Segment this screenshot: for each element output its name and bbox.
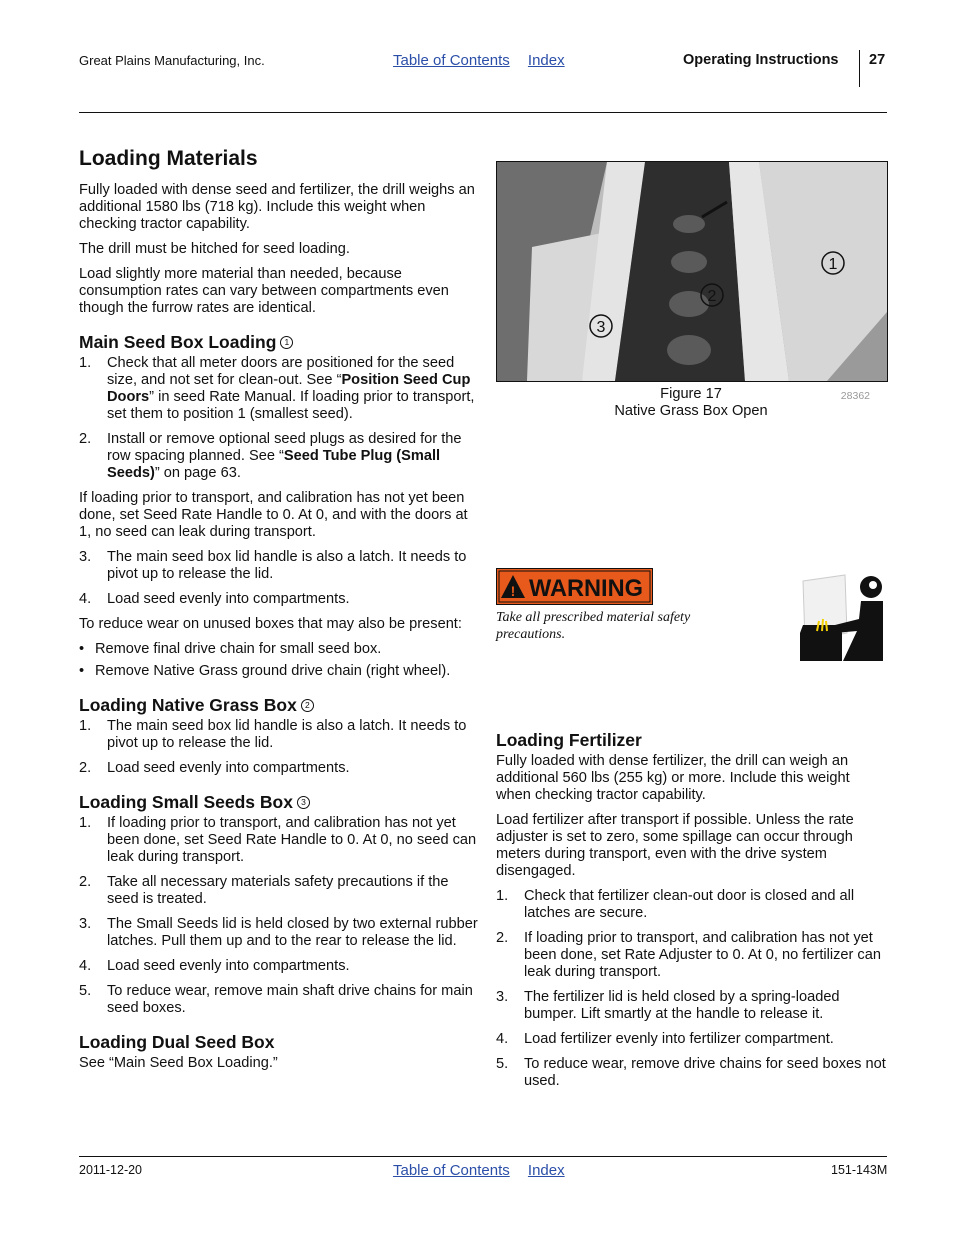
list-item: 4. Load seed evenly into compartments. [79,591,350,607]
loading-materials-heading: Loading Materials [79,147,258,170]
warning-text: WARNING [529,575,643,602]
list-item: 2. Load seed evenly into compartments. [79,760,350,776]
fertilizer-paragraph-1: Fully loaded with dense fertilizer, the drill can weigh an additional 560 lbs (255 kg) or more. Include this weight when checking tractor capability. [496,753,850,803]
loading-fertilizer-heading: Loading Fertilizer [496,730,642,750]
header-divider [859,50,860,87]
list-item: 4. Load seed evenly into compartments. [79,958,350,974]
list-item: 3. The Small Seeds lid is held closed by two external rubber latches. Pull them up and to the rear to release the lid. [79,916,478,949]
callout-marker-2: 2 [301,699,314,712]
intro-paragraph-3: Load slightly more material than needed, because consumption rates can vary between compartments even though the furrow rates are identical. [79,266,449,316]
list-item: 2. Install or remove optional seed plugs as desired for the row spacing planned. See “Seed Tube Plug (Small Seeds)” on page 63. [79,431,462,481]
warning-label [496,568,653,605]
footer-rule [79,1156,887,1157]
list-item: 1. If loading prior to transport, and calibration has not yet been done, set Seed Rate Handle to 0. At 0, no seed can leak during transport. [79,815,477,865]
section-title: Operating Instructions [683,52,839,68]
footer-index-link[interactable]: Index [527,1162,565,1179]
main-seed-box-steps [79,355,479,482]
fertilizer-section [496,729,886,1098]
list-item: 4. Load fertilizer evenly into fertilizer compartment. [496,1031,834,1047]
fertilizer-paragraph-2: Load fertilizer after transport if possible. Unless the rate adjuster is set to zero, some spillage can occur through meters during transport, even with the drive system disengaged. [496,812,854,879]
list-item: 5. To reduce wear, remove main shaft drive chains for main seed boxes. [79,983,473,1016]
wear-intro: To reduce wear on unused boxes that may also be present: [79,616,462,632]
list-item: • Remove final drive chain for small seed box. [79,641,382,657]
list-item: 3. The main seed box lid handle is also a latch. It needs to pivot up to release the lid. [79,549,467,582]
footer-nav [393,1162,579,1179]
cross-reference: Seed Tube Plug (Small Seeds) [107,448,441,481]
page-number: 27 [869,52,886,68]
footer-table-of-contents-link[interactable]: Table of Contents [393,1162,510,1179]
dual-seed-heading: Loading Dual Seed Box [79,1032,275,1052]
image-id: 28362 [840,390,870,402]
header-rule [79,112,887,113]
main-seed-box-steps-continued [79,549,479,608]
index-link[interactable]: Index [527,52,565,69]
list-item: 2. If loading prior to transport, and calibration has not yet been done, set Rate Adjuster to 0. At 0, no fertilizer can leak during transport. [496,930,881,980]
header-nav [393,52,579,69]
intro-paragraph-1: Fully loaded with dense seed and fertilizer, the drill weighs an additional 1580 lbs (718 kg). Include this weight when checking tractor capability. [79,182,475,232]
figure-17 [496,161,886,420]
dual-seed-text: See “Main Seed Box Loading.” [79,1055,278,1071]
figure-title: Native Grass Box Open [614,403,768,419]
native-grass-heading: Loading Native Grass Box 2 [79,694,479,716]
small-seeds-steps [79,815,479,1017]
cross-reference: Position Seed Cup Doors [107,372,471,405]
photo-callout-1: 1 [828,256,838,273]
native-grass-box-photo [496,161,888,382]
wear-bullets [79,641,479,680]
main-seed-box-heading: Main Seed Box Loading 1 [79,331,479,353]
list-item: 1. Check that all meter doors are positioned for the seed size, and not set for clean-out. See “Position Seed Cup Doors” in seed Rate Manual. If loading prior to transport, set them to position 1 (smallest seed). [79,355,475,422]
svg-text:!: ! [510,583,516,599]
callout-marker-1: 1 [280,336,293,349]
intro-paragraph-2: The drill must be hitched for seed loading. [79,241,350,257]
list-item: • Remove Native Grass ground drive chain (right wheel). [79,663,451,679]
figure-caption [496,386,886,420]
list-item: 2. Take all necessary materials safety precautions if the seed is treated. [79,874,449,907]
list-item: 5. To reduce wear, remove drive chains for seed boxes not used. [496,1056,886,1089]
footer-date: 2011-12-20 [79,1163,143,1177]
warning-note: Take all prescribed material safety precautions. [496,610,691,642]
small-seeds-heading: Loading Small Seeds Box 3 [79,791,479,813]
native-grass-steps [79,718,479,777]
table-of-contents-link[interactable]: Table of Contents [393,52,510,69]
photo-callout-2: 2 [707,288,717,305]
fertilizer-steps [496,888,886,1090]
protective-gear-icon [795,573,887,663]
transport-paragraph: If loading prior to transport, and calibration has not yet been done, set Seed Rate Handle to 0. At 0, and with the doors at 1, no seed can leak during transport. [79,490,468,540]
callout-marker-3: 3 [297,796,310,809]
company-name: Great Plains Manufacturing, Inc. [79,53,265,68]
figure-number: Figure 17 [660,386,722,402]
left-column [79,146,479,1080]
list-item: 3. The fertilizer lid is held closed by a spring-loaded bumper. Lift smartly at the handle to release it. [496,989,840,1022]
photo-callout-3: 3 [596,319,606,336]
document-code: 151-143M [831,1163,888,1177]
list-item: 1. Check that fertilizer clean-out door is closed and all latches are secure. [496,888,855,921]
list-item: 1. The main seed box lid handle is also a latch. It needs to pivot up to release the lid. [79,718,467,751]
